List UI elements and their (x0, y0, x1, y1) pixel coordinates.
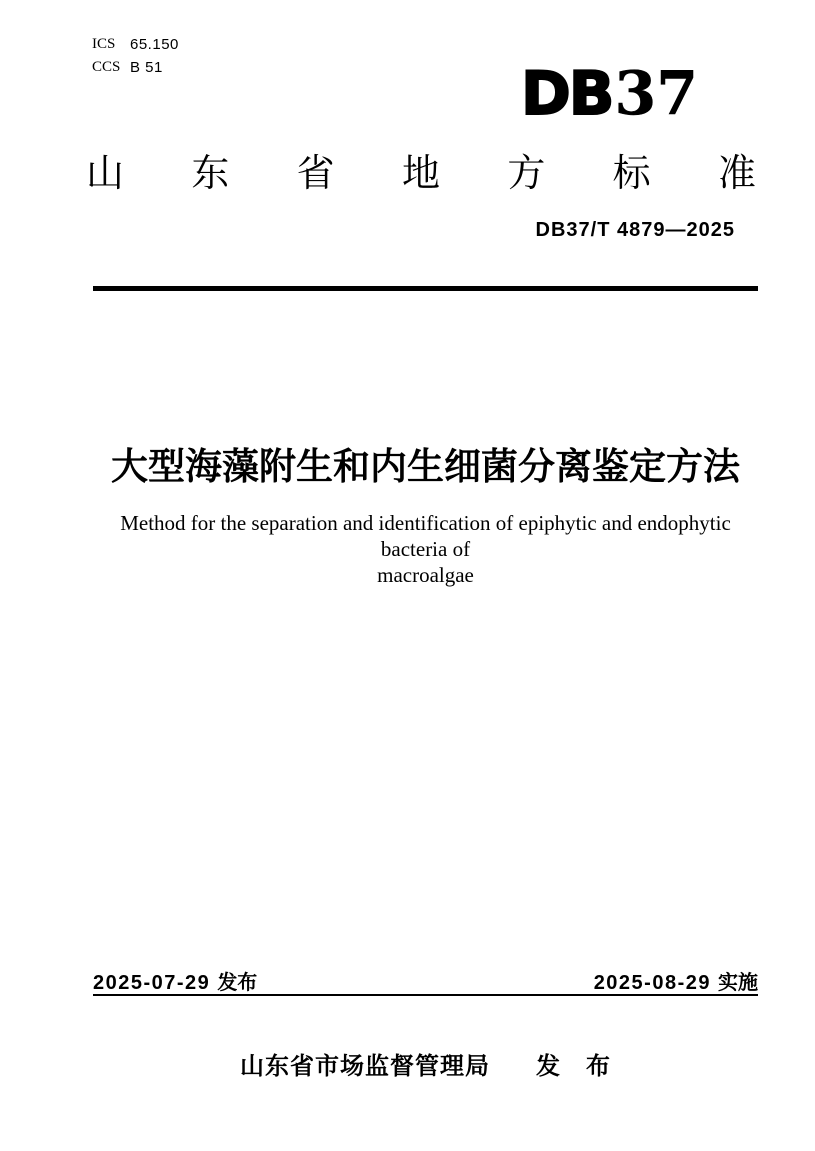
ics-code-line (92, 33, 179, 56)
ccs-value: B 51 (130, 59, 163, 76)
category-char: 方 (507, 153, 546, 195)
ics-value: 65.150 (130, 36, 179, 53)
category-char: 标 (612, 153, 651, 195)
header-rule (93, 286, 758, 291)
dates-row (93, 966, 758, 995)
db-logo-number: 37 (614, 59, 698, 129)
issue-label: 发布 (217, 972, 258, 994)
classification-codes (92, 33, 179, 79)
category-char: 东 (191, 153, 230, 195)
category-char: 准 (717, 153, 756, 195)
implement-label: 实施 (718, 972, 758, 994)
issue-date: 2025-07-29 (93, 972, 211, 994)
db-logo-letters: DB (520, 59, 613, 129)
standard-number: DB37/T 4879—2025 (535, 219, 735, 241)
english-title-line2: macroalgae (377, 563, 474, 587)
footer-rule (93, 994, 758, 996)
category-char: 地 (401, 153, 440, 195)
ccs-code-line (92, 56, 179, 79)
publisher-name: 山东省市场监督管理局 (240, 1053, 490, 1080)
document-title-chinese: 大型海藻附生和内生细菌分离鉴定方法 (111, 446, 740, 487)
category-char: 山 (86, 153, 125, 195)
db37-logo (520, 59, 698, 129)
implement-date: 2025-08-29 (593, 972, 711, 994)
publish-label: 发 布 (536, 1053, 611, 1080)
issue-date-block (93, 966, 257, 995)
publisher-row (93, 1046, 758, 1081)
ccs-label: CCS (92, 59, 121, 75)
document-title-english (93, 510, 758, 588)
category-char: 省 (296, 153, 335, 195)
standard-category-title (86, 152, 756, 198)
ics-label: ICS (92, 36, 116, 52)
implement-date-block (594, 966, 758, 995)
english-title-line1: Method for the separation and identification of epiphytic and endophytic bacteria of (120, 511, 731, 561)
